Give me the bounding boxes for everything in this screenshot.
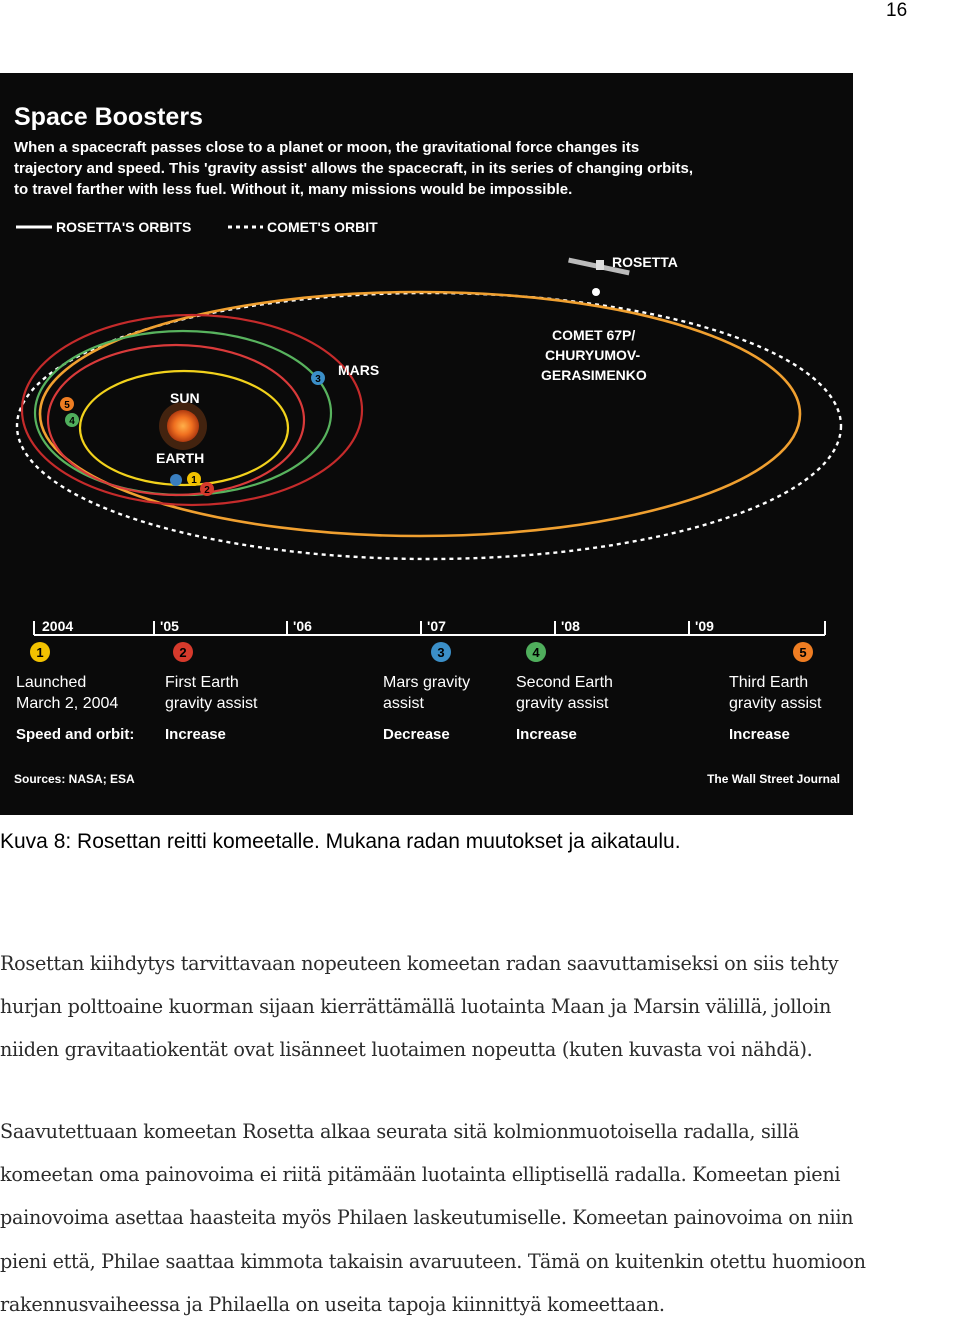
year-07: '07 [427,618,446,634]
rosetta-final-orbit [40,292,800,536]
svg-text:4: 4 [69,416,75,427]
figure-credit: The Wall Street Journal [707,772,840,786]
year-08: '08 [561,618,580,634]
earth-label: EARTH [156,450,205,466]
earth [170,474,182,486]
year-2004: 2004 [42,618,74,634]
svg-text:4: 4 [532,645,540,660]
sun-label: SUN [170,390,200,406]
speed-and-orbit-label: Speed and orbit: [16,726,135,743]
orbit-marker-1 [187,472,201,486]
timeline-event-1 [16,642,134,743]
paragraph-2-line: Saavutettuaan komeetan Rosetta alkaa seurata sitä kolmionmuotoisella radalla, sillä [0,1120,800,1143]
orbit-marker-4 [65,413,79,427]
svg-text:assist: assist [383,695,424,712]
svg-text:Increase: Increase [729,726,790,743]
svg-text:2: 2 [179,645,187,660]
orbit-marker-3 [311,371,325,385]
svg-text:1: 1 [191,475,197,486]
comet-orbit [17,293,841,559]
svg-text:Third Earth: Third Earth [729,674,809,691]
paragraph-2-line: rakennusvaiheessa ja Philaella on useita tapoja kiinnittyä komeettaan. [0,1292,665,1316]
paragraph-1-line: niiden gravitaatiokentät ovat lisänneet luotaimen nopeutta (kuten kuvasta voi nähdä). [0,1038,813,1062]
svg-text:March 2, 2004: March 2, 2004 [16,695,119,712]
svg-text:First Earth: First Earth [165,674,239,691]
svg-text:Launched: Launched [16,674,87,691]
paragraph-2-line: painovoima asettaa haasteita myös Philaen laskeutumiselle. Komeetan painovoima on niin [0,1206,854,1230]
svg-text:gravity assist: gravity assist [729,695,822,712]
paragraph-1-line: hurjan polttoaine kuorman sijaan kierrättämällä luotainta Maan ja Marsin välillä, jolloin [0,995,832,1019]
svg-text:gravity assist: gravity assist [165,695,258,712]
page-number: 16 [886,0,908,21]
svg-text:5: 5 [799,645,807,660]
paragraph-2 [0,1110,960,1326]
year-05: '05 [160,618,179,634]
figure-intro-line-2: trajectory and speed. This 'gravity assist' allows the spacecraft, in its series of changing orbits, [14,160,694,177]
rosetta-label: ROSETTA [612,254,678,270]
figure-intro-line-1: When a spacecraft passes close to a planet or moon, the gravitational force changes its [14,139,640,156]
orbit-marker-5 [60,397,74,411]
year-06: '06 [293,618,312,634]
svg-text:Increase: Increase [516,726,577,743]
svg-text:gravity assist: gravity assist [516,695,609,712]
legend-rosetta-orbits: ROSETTA'S ORBITS [56,219,192,235]
timeline-event-2 [165,642,258,743]
mars-label: MARS [338,362,380,378]
rosetta-position [592,288,600,296]
timeline-event-5 [729,642,822,743]
svg-text:3: 3 [315,374,321,385]
svg-text:Decrease: Decrease [383,726,450,743]
year-09: '09 [695,618,714,634]
svg-text:2: 2 [204,485,210,496]
comet-label-line-2: CHURYUMOV- [545,347,641,363]
sun [167,410,199,442]
space-boosters-infographic [0,73,853,815]
paragraph-2-line: pieni että, Philae saattaa kimmota takaisin avaruuteen. Tämä on kuitenkin otettu huomioon [0,1249,866,1273]
svg-text:Increase: Increase [165,726,226,743]
svg-text:5: 5 [64,400,70,411]
figure-caption: Kuva 8: Rosettan reitti komeetalle. Mukana radan muutokset ja aikataulu. [0,830,681,853]
svg-text:3: 3 [437,645,445,660]
paragraph-1-line: Rosettan kiihdytys tarvittavaan nopeuteen komeetan radan saavuttamiseksi on siis tehty [0,952,839,975]
legend-comet-orbit: COMET'S ORBIT [267,219,378,235]
comet-label-line-3: GERASIMENKO [541,367,647,383]
timeline-event-3 [383,642,470,743]
comet-label-line-1: COMET 67P/ [552,327,636,343]
figure-title: Space Boosters [14,103,203,131]
figure-sources: Sources: NASA; ESA [14,772,135,786]
paragraph-2-line: komeetan oma painovoima ei riitä pitämään luotainta elliptisellä radalla. Komeetan pieni [0,1163,841,1187]
svg-text:Mars gravity: Mars gravity [383,674,471,691]
orbit-marker-2 [200,482,214,496]
figure-intro-line-3: to travel farther with less fuel. Without it, many missions would be impossible. [14,181,573,198]
svg-text:1: 1 [36,645,44,660]
timeline-event-4 [516,642,613,743]
paragraph-1 [0,942,960,1072]
svg-text:Second Earth: Second Earth [516,674,613,691]
